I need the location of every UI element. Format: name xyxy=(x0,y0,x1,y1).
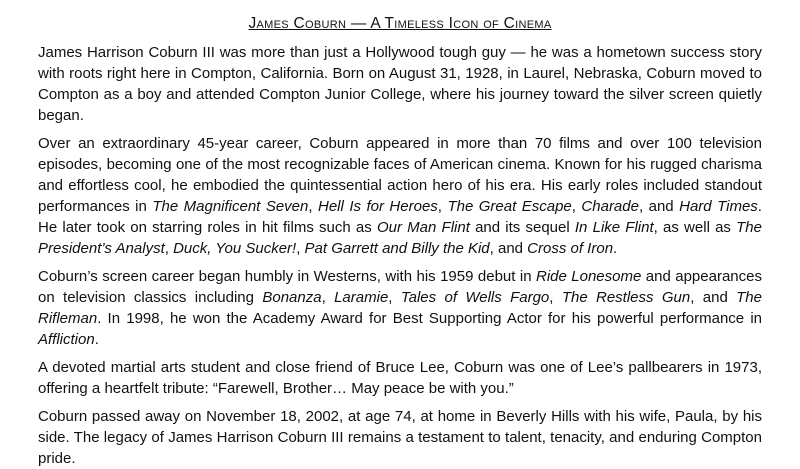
title-italic-run: The Restless Gun xyxy=(561,289,691,306)
title-italic-run: Cross of Iron xyxy=(527,240,614,257)
title-italic-run: Bonanza xyxy=(262,289,322,306)
text-run: A devoted martial arts student and close friend of Bruce Lee, Coburn was one of Lee’s pallbearers in 1973, offering a heartfelt tribute: “Farewell, Brother… May peace be with you.” xyxy=(38,359,762,397)
text-run: Coburn’s screen career began humbly in Westerns, with his 1959 debut in xyxy=(38,268,536,285)
text-run: , and xyxy=(489,240,528,257)
text-run: . In 1998, he won the Academy Award for Best Supporting Actor for his powerful performance in xyxy=(97,310,762,327)
paragraph xyxy=(38,133,762,259)
text-run: , as well as xyxy=(653,219,737,236)
text-run: , xyxy=(164,240,174,257)
title-italic-run: Affliction xyxy=(38,331,95,348)
title-italic-run: Hell Is for Heroes xyxy=(318,198,438,215)
title-italic-run: Tales of Wells Fargo xyxy=(400,289,550,306)
title-italic-run: Hard Times xyxy=(679,198,758,215)
title-italic-run: The President’s Analyst xyxy=(38,219,762,257)
text-run: Over an extraordinary 45-year career, Coburn appeared in more than 70 films and over 100 television episodes, becoming one of the most recognizable faces of American cinema. Known for his rugged charisma and effortless cool, he embodied the quintessential action hero of his era. His early roles included standout performances in xyxy=(38,135,762,215)
text-run: , xyxy=(437,198,448,215)
paragraph xyxy=(38,266,762,350)
document-body xyxy=(38,42,762,469)
title-italic-run: The Magnificent Seven xyxy=(152,198,309,215)
text-run: , xyxy=(571,198,582,215)
text-run: and appearances on television classics including xyxy=(38,268,762,306)
title-italic-run: The Rifleman xyxy=(38,289,762,327)
text-run: . xyxy=(613,240,618,257)
text-run: , and xyxy=(690,289,737,306)
paragraph xyxy=(38,406,762,469)
title-italic-run: Pat Garrett and Billy the Kid xyxy=(304,240,490,257)
text-run: , xyxy=(308,198,318,215)
title-italic-run: The Great Escape xyxy=(447,198,572,215)
text-run: Coburn passed away on November 18, 2002, at age 74, at home in Beverly Hills with his wife, Paula, by his side. The legacy of James Harrison Coburn III remains a testament to talent, tenacity, and enduring Compton pride. xyxy=(38,408,762,467)
text-run: . xyxy=(94,331,99,348)
text-run: and its sequel xyxy=(469,219,575,236)
title-italic-run: In Like Flint xyxy=(574,219,654,236)
text-run: . He later took on starring roles in hit films such as xyxy=(38,198,762,236)
text-run: James Harrison Coburn III was more than just a Hollywood tough guy — he was a hometown success story with roots right here in Compton, California. Born on August 31, 1928, in Laurel, Nebraska, Coburn moved to Compton as a boy and attended Compton Junior College, where his journey toward the silver screen quietly began. xyxy=(38,44,762,124)
paragraph xyxy=(38,357,762,399)
document-title: James Coburn — A Timeless Icon of Cinema xyxy=(248,15,552,32)
text-run: , and xyxy=(638,198,680,215)
title-italic-run: Laramie xyxy=(334,289,389,306)
paragraph xyxy=(38,42,762,126)
title-italic-run: Our Man Flint xyxy=(376,219,470,236)
title-italic-run: Ride Lonesome xyxy=(535,268,642,285)
title-italic-run: Duck, You Sucker! xyxy=(173,240,297,257)
title-italic-run: Charade xyxy=(581,198,639,215)
text-run: , xyxy=(296,240,305,257)
text-run: , xyxy=(549,289,562,306)
text-run: , xyxy=(388,289,401,306)
text-run: , xyxy=(321,289,335,306)
